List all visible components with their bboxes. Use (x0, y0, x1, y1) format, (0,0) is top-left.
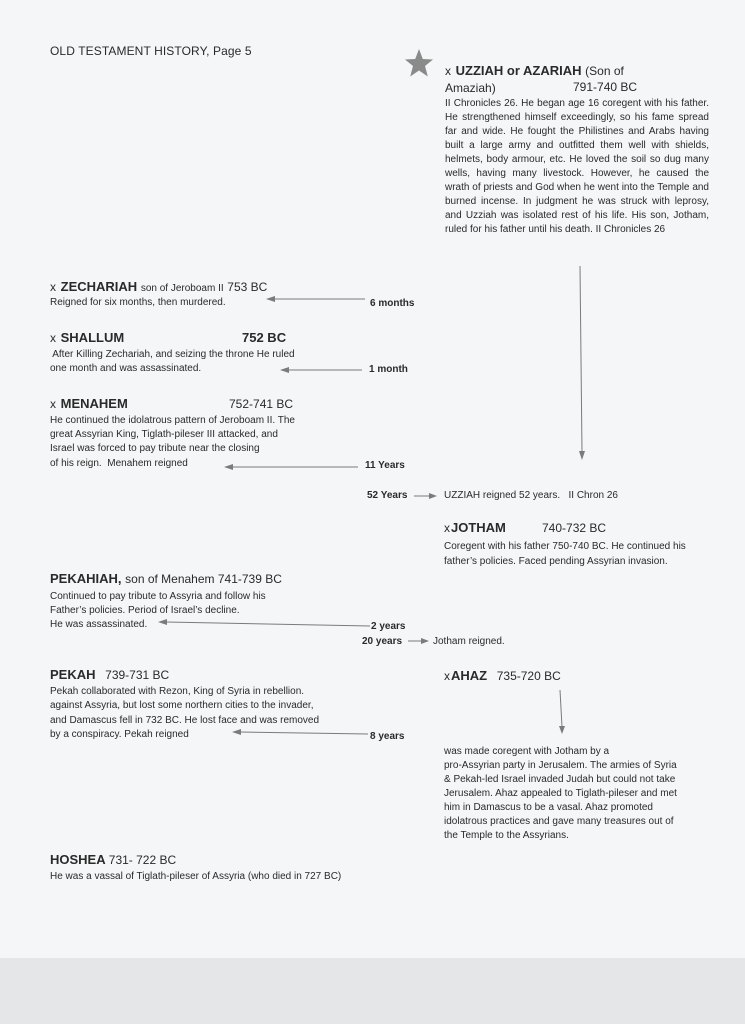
zechariah-name: ZECHARIAH (60, 279, 138, 294)
jotham-date: 740-732 BC (542, 521, 607, 535)
pekahiah-description-line2: Father’s policies. Period of Israel’s decline. (50, 605, 240, 616)
jotham-description-line1: Coregent with his father 750-740 BC. He continued his (444, 541, 686, 552)
menahem-description-line1: He continued the idolatrous pattern of Jeroboam II. The (50, 415, 295, 426)
ahaz-description-line4: Jerusalem. Ahaz appealed to Tiglath-pileser and met (444, 788, 677, 799)
shallum-duration: 1 month (369, 364, 408, 375)
uzziah-heading-line2 (445, 80, 638, 95)
pekah-heading (50, 667, 169, 682)
pekah-description-line2: against Assyria, but lost some northern cities to the invader, (50, 700, 314, 711)
pekahiah-arrow (158, 619, 370, 626)
uzziah-name: UZZIAH or AZARIAH (455, 63, 582, 78)
shallum-description-line1: After Killing Zechariah, and seizing the throne He ruled (50, 349, 295, 360)
ahaz-description-line2: pro-Assyrian party in Jerusalem. The armies of Syria (444, 760, 677, 771)
jotham-heading (444, 520, 506, 535)
shallum-heading (50, 330, 124, 345)
ahaz-description-line5: him in Damascus to be a vasal. Ahaz promoted (444, 802, 653, 813)
jotham-reign-text: Jotham reigned. (433, 636, 505, 647)
ahaz-description-line3: & Pekah-led Israel invaded Judah but could not take (444, 774, 676, 785)
pekahiah-name: PEKAHIAH, (50, 571, 122, 586)
ahaz-name: AHAZ (451, 668, 488, 683)
ahaz-vertical-arrow (559, 690, 565, 734)
page-title: OLD TESTAMENT HISTORY, Page 5 (50, 44, 252, 58)
pekahiah-heading (50, 571, 282, 586)
uzziah-description: II Chronicles 26. He began age 16 coregent with his father. He strengthened himself exceedingly, so his fame spread far and wide. He fought the Philistines and Arabs having built a large army and outfitted them well with shields, helmets, body armour, etc. He loved the soil so dug many wells, having many livestock. However, he caused the wrath of priests and God when he went into the Temple and burned incense. In judgment he was struck with leprosy, and Uzziah was isolated rest of his life. His son, Jotham, ruled for his father until his death. II Chronicles 26 (445, 98, 709, 235)
menahem-description-line4: of his reign. Menahem reigned (50, 458, 188, 469)
uzziah-parent-open: (Son of (585, 64, 624, 78)
hoshea-name: HOSHEA (50, 852, 106, 867)
pekahiah-description-line3: He was assassinated. (50, 619, 148, 630)
uzziah-dates: 791-740 BC (573, 80, 638, 94)
pekah-description-line4: by a conspiracy. Pekah reigned (50, 729, 189, 740)
menahem-heading (50, 396, 128, 411)
pekahiah-duration: 2 years (371, 621, 406, 632)
uzziah-mark: x (445, 64, 451, 78)
pekah-description-line3: and Damascus fell in 732 BC. He lost face and was removed (50, 715, 320, 726)
pekah-arrow (232, 729, 368, 735)
zechariah-heading (50, 279, 267, 294)
ahaz-description-line7: the Temple to the Assyrians. (444, 830, 569, 841)
uzziah-reign-arrow (414, 493, 437, 499)
hoshea-heading (50, 852, 176, 867)
pekah-name: PEKAH (50, 667, 96, 682)
uzziah-reign-text: UZZIAH reigned 52 years. II Chron 26 (444, 490, 618, 501)
ahaz-heading (444, 668, 561, 683)
menahem-arrow (224, 464, 358, 470)
shallum-arrow (280, 367, 362, 373)
ahaz-description-line6: idolatrous practices and gave many treasures out of (444, 816, 674, 827)
scan-background (0, 958, 745, 1024)
zechariah-parent: son of Jeroboam II (140, 283, 224, 294)
pekahiah-date: son of Menahem 741-739 BC (125, 572, 282, 586)
uzziah-vertical-arrow (579, 266, 585, 460)
pekahiah-description-line1: Continued to pay tribute to Assyria and follow his (50, 591, 266, 602)
hoshea-description: He was a vassal of Tiglath-pileser of Assyria (who died in 727 BC) (50, 871, 342, 882)
menahem-description-line3: Israel was forced to pay tribute near the closing (50, 443, 260, 454)
pekah-date: 739-731 BC (105, 668, 170, 682)
shallum-mark: x (50, 331, 56, 345)
uzziah-parent-close: Amaziah) (445, 81, 496, 95)
menahem-name: MENAHEM (60, 396, 128, 411)
hoshea-date: 731- 722 BC (108, 853, 177, 867)
pekah-description-line1: Pekah collaborated with Rezon, King of Syria in rebellion. (50, 686, 305, 697)
jotham-description-line2: father’s policies. Faced pending Assyrian invasion. (444, 556, 668, 567)
menahem-duration: 11 Years (365, 460, 405, 471)
shallum-description-line2: one month and was assassinated. (50, 363, 202, 374)
zechariah-date: 753 BC (227, 280, 268, 294)
jotham-reign-arrow (408, 638, 429, 644)
jotham-name: JOTHAM (451, 520, 506, 535)
shallum-date: 752 BC (242, 330, 287, 345)
zechariah-arrow (266, 296, 365, 302)
ahaz-mark: x (444, 669, 450, 683)
menahem-date: 752-741 BC (229, 397, 294, 411)
zechariah-duration: 6 months (370, 298, 415, 309)
zechariah-mark: x (50, 280, 56, 294)
menahem-mark: x (50, 397, 56, 411)
pekah-duration: 8 years (370, 731, 405, 742)
uzziah-heading (445, 63, 624, 78)
uzziah-reign-years: 52 Years (367, 490, 408, 501)
star-icon (403, 47, 435, 79)
ahaz-date: 735-720 BC (496, 669, 561, 683)
jotham-mark: x (444, 521, 450, 535)
jotham-reign-years: 20 years (362, 636, 403, 647)
zechariah-description: Reigned for six months, then murdered. (50, 297, 226, 308)
ahaz-description-line1: was made coregent with Jotham by a (444, 746, 610, 757)
shallum-name: SHALLUM (60, 330, 125, 345)
menahem-description-line2: great Assyrian King, Tiglath-pileser III attacked, and (50, 429, 278, 440)
